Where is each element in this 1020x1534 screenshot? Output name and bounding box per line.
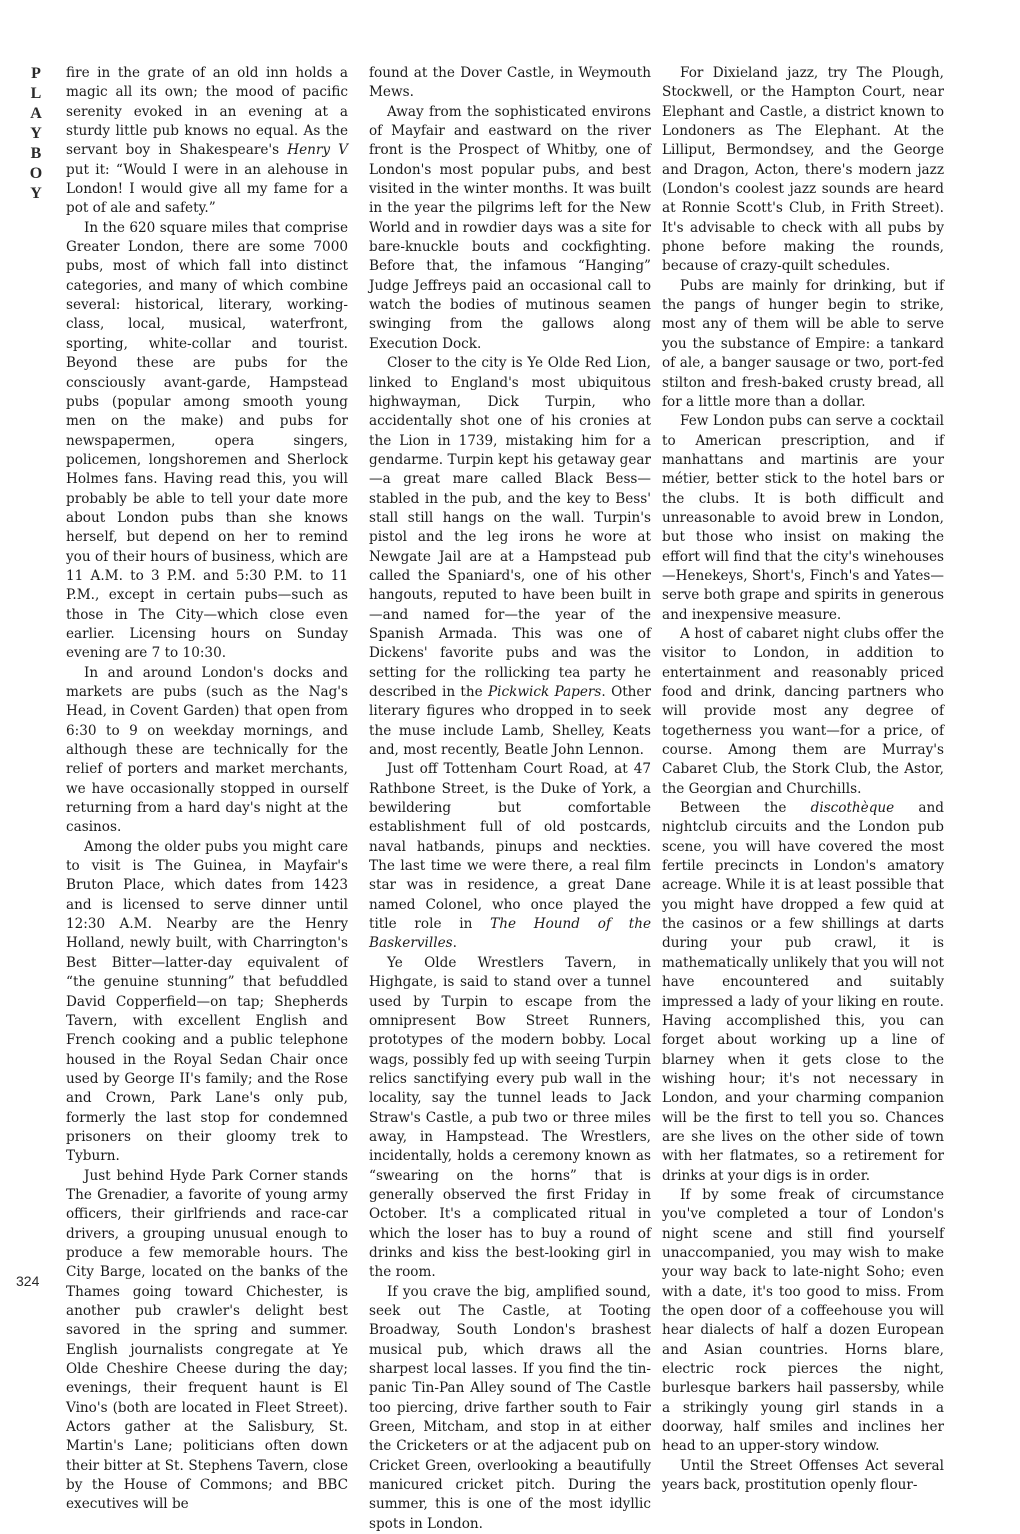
masthead-letter: Y — [30, 185, 42, 202]
text-run: Between the — [680, 800, 811, 817]
text-run: Closer to the city is Ye Olde Red Lion, linked to England's most ubiquitous highwayman, Dick Turpin, who accidentally shot one of his cronies at the Lion in 1739, mistaking him for a gendarme. Turpin kept his getaway gear—a great mare called Black Bess—stabled in the pub, and the key to Bess' stall still hangs on the wall. Turpin's pistol and the leg irons he wore at Newgate Jail are at a Hampstead pub called the Spaniard's, one of his other hangouts, reputed to have been built in—and named for—the year of the Spanish Armada. This was one of Dickens' favorite pubs and was the setting for the rollicking tea party he described in the — [369, 355, 651, 700]
italic-title: The Hound of the Baskervilles — [369, 916, 651, 952]
text-run: Pubs are mainly for drinking, but if the pangs of hunger begin to strike, most any of them will be able to serve you the substance of Empire: a tankard of ale, a banger sausage or two, port-fed stilton and fresh-baked crusty bread, all for a little more than a dollar. — [662, 277, 944, 410]
text-run: Just behind Hyde Park Corner stands The Grenadier, a favorite of young army officers, their girlfriends and race-car drivers, a grouping unusual enough to produce a few memorable hours. The City Barge, located on the banks of the Thames going toward Chichester, is another pub crawler's delight best savored in the spring and summer. English journalists congregate at Ye Olde Cheshire Cheese during the day; evenings, their frequent haunt is El Vino's (both are located in Fleet Street). Actors gather at the Salisbury, St. Martin's Lane; politicians often down their bitter at St. Stephens Tavern, close by the House of Commons; and BBC executives will be — [66, 1167, 348, 1513]
article-paragraph — [662, 64, 944, 277]
text-run: Ye Olde Wrestlers Tavern, in Highgate, is said to stand over a tunnel used by Turpin to escape from the omnipresent Bow Street Runners, prototypes of the modern bobby. Local wags, possibly fed up with seeing Turpin relics sanctifying every pub wall in the locality, say the tunnel leads to Jack Straw's Castle, a pub two or three miles away, in Hampstead. The Wrestlers, incidentally, holds a ceremony known as “swearing on the horns” that is generally observed the first Friday in October. It's a complicated ritual in which the loser has to buy a round of drinks and kiss the best-looking girl in the room. — [369, 954, 652, 1281]
masthead-letter: P — [31, 65, 41, 82]
masthead-letter: O — [29, 165, 43, 182]
text-run: Until the Street Offenses Act several years back, prostitution openly flour- — [662, 1457, 944, 1494]
article-paragraph — [369, 954, 651, 1283]
masthead-letter: L — [30, 85, 42, 102]
italic-title: Pickwick Papers — [488, 684, 602, 700]
italic-title: Henry V — [287, 142, 348, 159]
article-paragraph — [369, 354, 651, 760]
article-paragraph — [662, 277, 944, 412]
masthead-letter: A — [30, 105, 42, 122]
text-run: If by some freak of circumstance you've completed a tour of London's night scene and still find yourself unaccompanied, you may wish to make your way back to late-night Soho; even with a date, it's too good to miss. From the open door of a coffeehouse you will hear dialects of half a dozen European and Asian countries. Horns blare, electric rock pierces the night, burlesque barkers hail passersby, while a strikingly young girl stands in a doorway, half smiles and inclines her head to an upper-story window. — [662, 1186, 944, 1455]
article-paragraph — [369, 1283, 651, 1534]
text-run: put it: “Would I were in an alehouse in London! I would give all my fame for a pot of ale and safety.” — [66, 161, 348, 217]
article-paragraph — [662, 625, 944, 799]
italic-title: discothèque — [810, 800, 895, 817]
text-run: In the 620 square miles that comprise Greater London, there are some 7000 pubs, most of which fall into distinct categories, and many of which combine several: historical, literary, working-class, local, musical, waterfront, sporting, white-collar and tourist. Beyond these are pubs for the consciously avant-garde, Hampstead pubs (popular among smooth young men on the make) and pubs for newspapermen, opera singers, policemen, longshoremen and Sherlock Holmes fans. Having read this, you will probably be able to tell your date more about London pubs than she knows herself, but depend on her to remind you of their hours of business, which are 11 A.M. to 3 P.M. and 5:30 P.M. to 11 P.M., except in certain pubs—such as those in The City—which close even earlier. Licensing hours on Sunday evening are 7 to 10:30. — [66, 219, 348, 662]
article-paragraph — [662, 1457, 944, 1496]
text-run: If you crave the big, amplified sound, seek out The Castle, at Tooting Broadway, South London's brashest musical pub, which draws all the sharpest local lasses. If you find the tin-panic Tin-Pan Alley sound of The Castle too piercing, drive farther south to Fair Green, Mitcham, and stop in at either the Cricketers or at the adjacent pub on Cricket Green, overlooking a beautifully manicured cricket pitch. During the summer, this is one of the most idyllic spots in London. — [369, 1283, 651, 1532]
article-paragraph — [66, 1167, 348, 1515]
page-number: 324 — [16, 1273, 40, 1289]
text-run: . Other literary figures who dropped in to seek the muse include Lamb, Shelley, Keats and, most recently, Beatle John Lennon. — [369, 684, 651, 759]
text-run: Among the older pubs you might care to visit is The Guinea, in Mayfair's Bruton Place, which dates from 1423 and is licensed to serve dinner until 12:30 A.M. Nearby are the Henry Holland, newly built, with Charrington's Best Bitter—latter-day equivalent of “the genuine stunning” that befuddled David Copperfield—on tap; Shepherds Tavern, with excellent English and French cooking and a public telephone housed in the Royal Sedan Chair once used by George II's family; and the Rose and Crown, Park Lane's only pub, formerly the last stop for condemned prisoners on their gloomy trek to Tyburn. — [66, 838, 348, 1165]
text-run: Away from the sophisticated environs of Mayfair and eastward on the river front is the Prospect of Whitby, one of London's most popular pubs, and best visited in the winter months. It was built in the year the pilgrims left for the New World and in rowdier days was a site for bare-knuckle bouts and cockfighting. Before that, the infamous “Hanging” Judge Jeffreys paid an occasional call to watch the bodies of mutinous seamen swinging from the gallows along Execution Dock. — [369, 103, 651, 352]
text-run: fire in the grate of an old inn holds a magic all its own; the mood of pacific serenity evoked in an evening at a sturdy little pub knows no equal. As the servant boy in Shakespeare's — [66, 65, 348, 159]
article-paragraph — [66, 664, 348, 838]
magazine-masthead — [22, 64, 50, 204]
text-run: Just off Tottenham Court Road, at 47 Rathbone Street, is the Duke of York, a bewildering but comfortable establishment full of old postcards, naval hatbands, pinups and neckties. The last time we were there, a real film star was in residence, a great Dane named Colonel, who once played the title role in — [369, 761, 651, 933]
article-paragraph — [662, 799, 944, 1186]
text-run: A host of cabaret night clubs offer the visitor to London, in addition to entertainment and reasonably priced food and drink, dancing partners who will provide most any degree of togetherness you want—for a price, of course. Among them are Murray's Cabaret Club, the Stork Club, the Astor, the Georgian and Churchills. — [662, 625, 944, 797]
article-paragraph — [66, 838, 348, 1167]
text-run: and nightclub circuits and the London pub scene, you will have covered the most fertile precincts in London's amatory acreage. While it is at least possible that you might have dropped a few quid at the casinos or a few shillings at darts during your pub crawl, it is mathematically unlikely that you will not have encountered and suitably impressed a lady of your liking en route. Having accomplished this, you can forget about working up a line of blarney when it gets close to the wishing hour; it's not necessary in London, and your charming companion will be the first to tell you so. Chances are she lives on the other side of town with her flatmates, so a retirement for drinks at your digs is in order. — [662, 800, 944, 1184]
article-column-1 — [66, 64, 348, 1513]
article-column-3 — [662, 64, 944, 1494]
article-paragraph — [66, 219, 348, 664]
article-paragraph — [662, 1186, 944, 1457]
text-run: For Dixieland jazz, try The Plough, Stockwell, or the Hampton Court, near Elephant and Castle, a district known to Londoners as The Elephant. At the Lilliput, Bermondsey, and the George and Dragon, Acton, there's modern jazz (London's coolest jazz sounds are heard at Ronnie Scott's Club, in Frith Street). It's advisable to check with all pubs by phone before making the rounds, because of crazy-quilt schedules. — [662, 65, 944, 275]
article-paragraph — [369, 103, 651, 354]
article-paragraph — [369, 64, 651, 103]
article-paragraph — [66, 64, 348, 219]
text-run: found at the Dover Castle, in Weymouth Mews. — [369, 65, 651, 101]
article-paragraph — [369, 760, 651, 953]
masthead-letter: B — [30, 145, 42, 162]
masthead-letter: Y — [30, 125, 42, 142]
text-run: Few London pubs can serve a cocktail to American prescription, and if manhattans and martinis are your métier, better stick to the hotel bars or the clubs. It is both difficult and unreasonable to avoid brew in London, but those who insist on making the effort will find that the city's winehouses—Henekeys, Short's, Finch's and Yates—serve both grape and spirits in generous and inexpensive measure. — [662, 413, 944, 623]
article-column-2 — [369, 64, 652, 1532]
article-paragraph — [662, 412, 944, 625]
text-run: . — [452, 935, 457, 952]
text-run: In and around London's docks and markets are pubs (such as the Nag's Head, in Covent Garden) that open from 6:30 to 9 on weekday mornings, and although these are technically for the relief of porters and market merchants, we have occasionally stopped in ourself returning from a hard day's night at the casinos. — [66, 664, 348, 836]
